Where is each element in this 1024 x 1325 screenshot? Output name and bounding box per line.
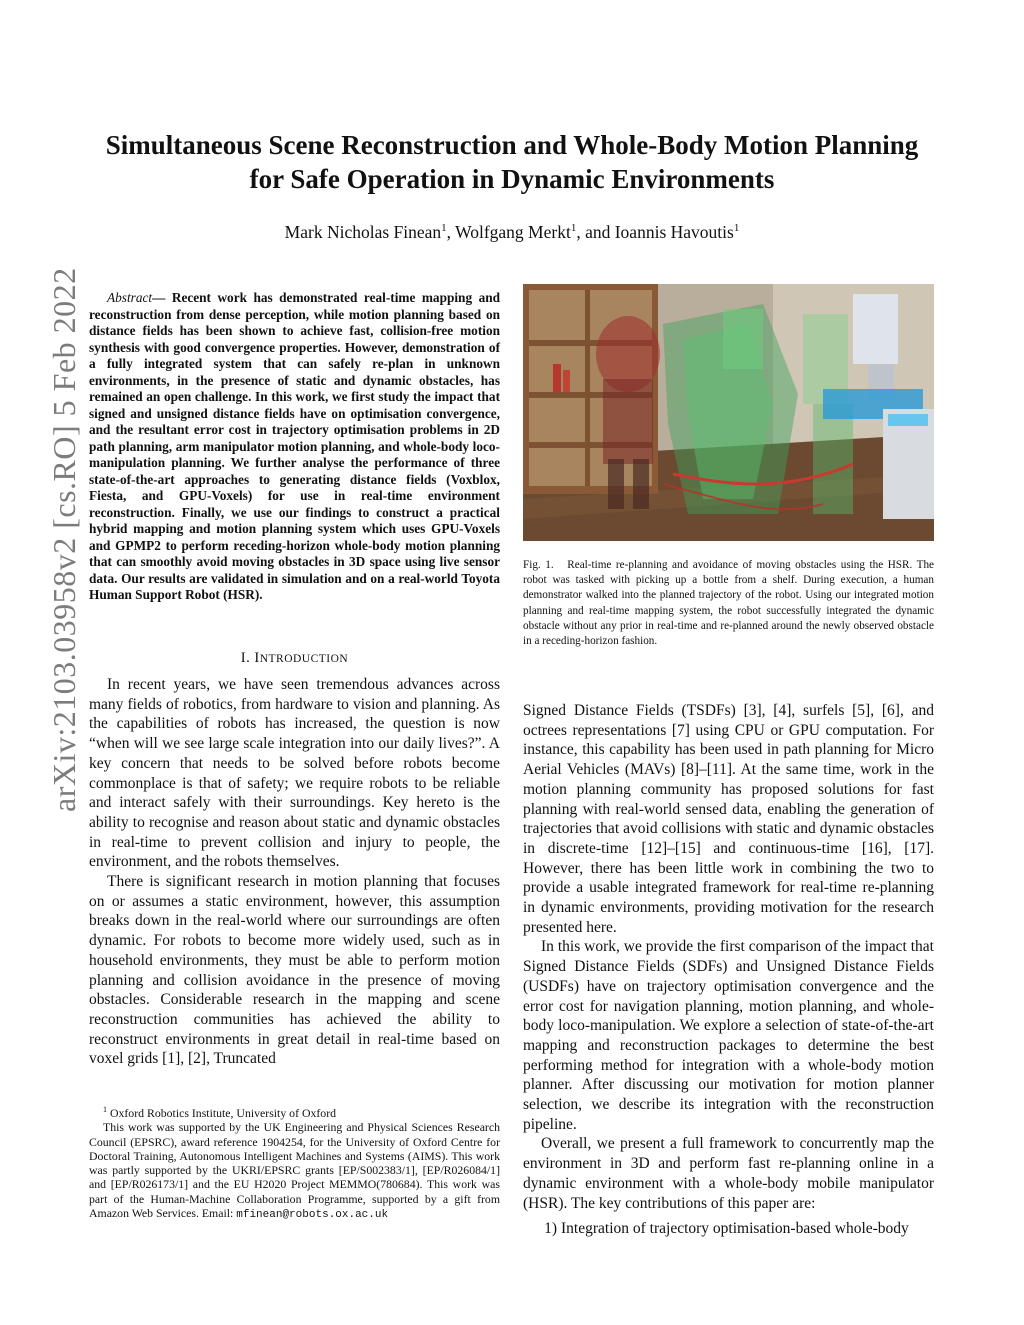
left-column-body [89, 675, 500, 1069]
paragraph: Signed Distance Fields (TSDFs) [3], [4], surfels [5], [6], and octrees representations [7] using CPU or GPU computation. For instance, this capability has been used in path planning for Micro Aerial Vehicles (MAVs) [8]–[11]. At the same time, work in the motion planning community has proposed solutions for fast planning with real-world sensed data, enabling the generation of trajectories that avoid collisions with static and dynamic obstacles in discrete-time [12]–[15] and continuous-time [16], [17]. However, there has been little work in combining the two to provide a usable integrated framework for real-time re-planning in dynamic environments, providing motivation for the research presented here. [523, 702, 934, 936]
author-separator: , [446, 222, 456, 242]
author-separator: , and [576, 222, 615, 242]
list-number: 1) [544, 1220, 557, 1237]
affiliation-mark: 1 [570, 222, 577, 235]
author-1: Mark Nicholas Finean [284, 222, 442, 242]
list-text: Integration of trajectory optimisation-based whole-body [561, 1220, 909, 1237]
footnote-affiliation: Oxford Robotics Institute, University of Oxford [109, 1105, 337, 1120]
footnote-mark: 1 [103, 1105, 107, 1114]
paper-title [80, 128, 944, 196]
author-2: Wolfgang Merkt [455, 222, 571, 242]
affiliation-mark: 1 [441, 222, 447, 235]
paragraph: In recent years, we have seen tremendous advances across many fields of robotics, from hardware to vision and planning. As the capabilities of robots has increased, the question is now “when will we see large scale integration into our daily lives?”. A key concern that needs to be solved before robots become commonplace is that of safety; we require robots to be reliable and interact safely with their surroundings. Key hereto is the ability to recognise and reason about static and dynamic obstacles in real-time to prevent collision and injury to people, the environment, and the robots themselves. [89, 676, 500, 871]
robot-replanning-photo [523, 284, 934, 541]
paragraph: There is significant research in motion planning that focuses on or assumes a static environment, however, this assumption breaks down in the real-world where our surroundings are often dynamic. For robots to become more widely used, such as in household environments, they must be able to perform motion planning and collision avoidance in the presence of moving obstacles. Considerable research in the mapping and scene reconstruction communities has achieved the ability to reconstruct environments in great detail in real-time based on voxel grids [1], [2], Truncated [89, 873, 500, 1068]
abstract [89, 290, 500, 604]
arxiv-identifier: arXiv:2103.03958v2 [cs.RO] 5 Feb 2022 [46, 267, 82, 812]
right-column-body [523, 701, 934, 1213]
contribution-list-item [523, 1219, 934, 1239]
section-title-rest: NTRODUCTION [259, 653, 349, 665]
author-3: Ioannis Havoutis [614, 222, 734, 242]
section-initial: I [254, 650, 260, 666]
footnote [89, 1103, 500, 1222]
abstract-dash: — [152, 290, 172, 305]
title-line-1: Simultaneous Scene Reconstruction and Whole-Body Motion Planning [105, 130, 919, 160]
figure-caption [523, 558, 934, 649]
paragraph: In this work, we provide the first comparison of the impact that Signed Distance Fields (SDFs) and Unsigned Distance Fields (USDFs) have on trajectory optimisation convergence and the error cost for navigation planning, motion planning, and whole-body loco-manipulation. We explore a selection of state-of-the-art mapping and reconstruction packages to determine the best performing method for integration with a whole-body motion planner. After discussing our motivation for motion planner selection, we describe its integration with the reconstruction pipeline. [523, 938, 934, 1133]
paragraph: Overall, we present a full framework to concurrently map the environment in 3D and perform fast re-planning online in a dynamic environment with a whole-body mobile manipulator (HSR). The key contributions of this paper are: [523, 1135, 934, 1212]
abstract-text: Recent work has demonstrated real-time mapping and reconstruction from dense perception, while motion planning based on distance fields has been shown to achieve fast, collision-free motion synthesis with good convergence properties. However, demonstration of a fully integrated system that can safely re-plan in unknown environments, in the presence of static and dynamic obstacles, has remained an open challenge. In this work, we first study the impact that signed and unsigned distance fields have on optimisation convergence, and the resultant error cost in trajectory optimisation problems in 2D path planning, arm manipulator motion planning, and whole-body loco-manipulation planning. We further analyse the performance of three state-of-the-art approaches to generating distance fields (Voxblox, Fiesta, and GPU-Voxels) for use in real-time environment reconstruction. Finally, we use our findings to construct a practical hybrid mapping and motion planning system which uses GPU-Voxels and GPMP2 to perform receding-horizon whole-body motion planning that can smoothly avoid moving obstacles in 3D space using live sensor data. Our results are validated in simulation and on a real-world Toyota Human Support Robot (HSR). [89, 290, 501, 602]
figure-caption-text: Real-time re-planning and avoidance of moving obstacles using the HSR. The robot was tasked with picking up a bottle from a shelf. During execution, a human demonstrator walked into the planned trajectory of the robot. Using our integrated motion planning and real-time mapping system, the robot successfully integrated the dynamic obstacle without any prior in real-time and re-planned around the newly observed obstacle in a receding-horizon fashion. [523, 559, 935, 648]
affiliation-mark: 1 [733, 222, 740, 235]
section-heading-introduction [89, 650, 500, 667]
author-email: mfinean@robots.ox.ac.uk [236, 1209, 389, 1221]
author-list [80, 222, 944, 243]
section-numeral: I. [240, 650, 255, 666]
figure-robot-photo [523, 284, 934, 541]
title-line-2: for Safe Operation in Dynamic Environments [249, 164, 775, 194]
footnote-funding: This work was supported by the UK Engineering and Physical Sciences Research Council (EPSRC), award reference 1904254, for the University of Oxford Centre for Doctoral Training, Autonomous Intelligent Machines and Systems (AIMS). This work was partly supported by the UKRI/EPSRC grants [EP/S002383/1], [EP/R026084/1] and [EP/R026173/1] and the EU H2020 Project MEMMO(780684). This work was part of the Human-Machine Collaboration Programme, supported by a gift from Amazon Web Services. Email: [89, 1120, 500, 1220]
abstract-label: Abstract [107, 290, 153, 305]
figure-label: Fig. 1. [523, 559, 554, 571]
